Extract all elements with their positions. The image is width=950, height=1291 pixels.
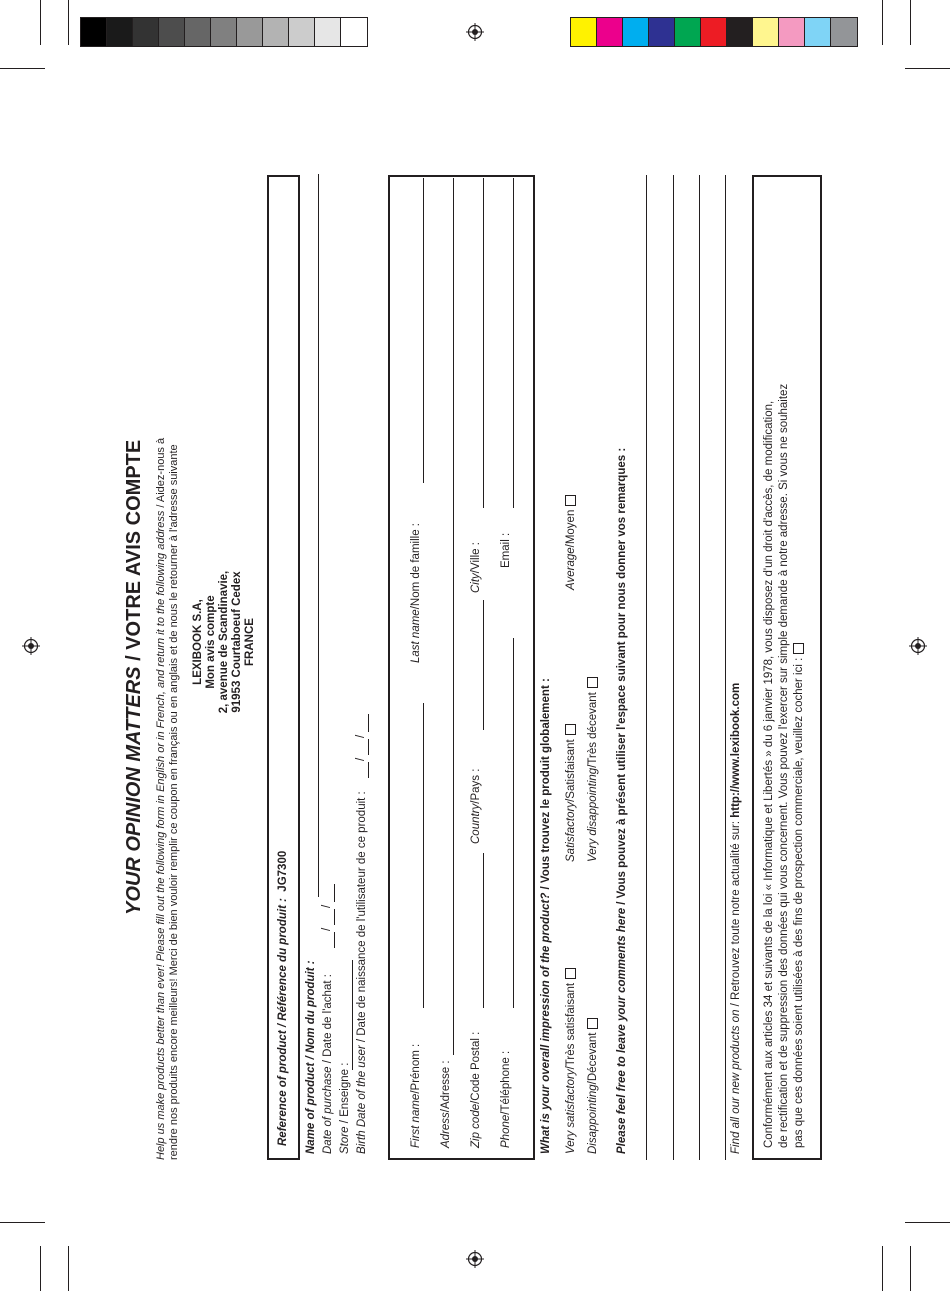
date-separator: /	[355, 757, 367, 761]
last-name-field[interactable]	[423, 178, 424, 483]
color-swatch	[597, 18, 623, 46]
registration-mark-icon	[466, 23, 484, 41]
form-title: YOUR OPINION MATTERS / VOTRE AVIS COMPTE	[123, 439, 145, 915]
last-name-label: Last name/Nom de famille :	[410, 523, 422, 663]
color-swatch	[805, 18, 831, 46]
legal-line-2: de rectification et de suppression des données qui vous concernent. Vous pouvez l'exercer sur simple demande à notre adresse. Si vous ne souhaitez	[778, 383, 790, 1148]
comment-line-3[interactable]	[699, 175, 700, 1160]
email-label: Email :	[500, 532, 512, 568]
gray-swatch	[341, 18, 367, 46]
store-field[interactable]	[352, 960, 353, 1070]
store-label: Store / Enseigne :	[339, 1062, 351, 1154]
comments-prompt: Please feel free to leave your comments here / Vous pouvez à présent utiliser l'espace suivant pour nous donner vos remarques :	[616, 447, 628, 1154]
address-country: FRANCE	[244, 618, 256, 666]
purchase-day-field[interactable]	[334, 932, 335, 948]
average-checkbox[interactable]	[565, 495, 576, 506]
option-very-satisfactory: Very satisfactory/Très satisfaisant	[565, 968, 577, 1154]
zip-code-field[interactable]	[483, 853, 484, 1008]
address-street: 2, avenue de Scandinavie,	[218, 570, 230, 714]
address-label: Adress/Adresse :	[440, 1060, 452, 1148]
impression-question: What is your overall impression of the product? / Vous trouvez le produit globalement :	[540, 678, 552, 1154]
legal-text	[762, 384, 807, 1148]
gray-swatch	[107, 18, 133, 46]
color-swatch	[701, 18, 727, 46]
comment-line-1[interactable]	[646, 175, 647, 1160]
color-swatch	[779, 18, 805, 46]
date-separator: /	[321, 927, 333, 931]
date-separator: /	[355, 734, 367, 738]
gray-swatch	[263, 18, 289, 46]
zip-code-label: Zip code/Code Postal :	[470, 1031, 482, 1148]
date-separator: /	[321, 904, 333, 908]
legal-line-3: pas que ces données soient utilisées à des fins de prospection commerciale, veuillez cocher ici :	[792, 384, 807, 1148]
comment-line-2[interactable]	[673, 175, 674, 1160]
opt-out-checkbox[interactable]	[793, 643, 804, 654]
intro-line-2: rendre nos produits encore meilleurs! Merci de bien vouloir remplir ce coupon en français ou en anglais et de nous le retourner à l'adresse suivante	[168, 444, 180, 1160]
purchase-month-field[interactable]	[334, 909, 335, 925]
very-disappointing-checkbox[interactable]	[587, 677, 598, 688]
color-swatch	[649, 18, 675, 46]
purchase-date-label: Date of purchase / Date de l'achat :	[322, 974, 334, 1154]
address-field[interactable]	[453, 178, 454, 1055]
gray-swatch	[237, 18, 263, 46]
country-field[interactable]	[483, 600, 484, 730]
legal-box	[752, 175, 822, 1160]
city-field[interactable]	[483, 178, 484, 508]
country-label: Country/Pays :	[470, 768, 482, 844]
gray-swatch	[81, 18, 107, 46]
birth-day-field[interactable]	[368, 762, 369, 778]
intro-line-1: Help us make products better than ever! Please fill out the following form in English or in French, and return it to the following address / Aidez-nous à	[155, 437, 167, 1160]
purchase-year-field[interactable]	[334, 884, 335, 902]
gray-swatch	[185, 18, 211, 46]
very-satisfactory-checkbox[interactable]	[565, 968, 576, 979]
color-swatch	[675, 18, 701, 46]
option-average: Average/Moyen	[565, 495, 577, 590]
color-swatch	[727, 18, 753, 46]
gray-swatch	[211, 18, 237, 46]
birth-year-field[interactable]	[368, 714, 369, 732]
reference-value: JG7300	[277, 850, 289, 892]
satisfactory-checkbox[interactable]	[565, 724, 576, 735]
registration-mark-icon	[22, 637, 40, 655]
color-swatch	[571, 18, 597, 46]
color-swatch	[623, 18, 649, 46]
disappointing-checkbox[interactable]	[587, 1018, 598, 1029]
opinion-form	[123, 170, 840, 1160]
address-department: Mon avis compte	[205, 595, 217, 689]
birth-date-label: Birth Date of the user / Date de naissance de l'utilisateur de ce produit :	[356, 791, 368, 1154]
gray-calibration-strip	[80, 17, 368, 47]
reference-label: Reference of product / Référence du produit : JG7300	[277, 850, 289, 1146]
website-link[interactable]: http://www.lexibook.com	[730, 682, 742, 818]
registration-mark-icon	[466, 1250, 484, 1268]
gray-swatch	[289, 18, 315, 46]
email-field[interactable]	[513, 178, 514, 508]
product-name-field[interactable]	[318, 174, 319, 897]
gray-swatch	[315, 18, 341, 46]
registration-mark-icon	[909, 637, 927, 655]
color-swatch	[753, 18, 779, 46]
address-city: 91953 Courtaboeuf Cedex	[231, 571, 243, 713]
address-company: LEXIBOOK S.A,	[192, 599, 204, 685]
phone-label: Phone/Téléphone :	[500, 1050, 512, 1148]
legal-line-1: Conformément aux articles 34 et suivants de la loi « Informatique et Libertés » du 6 janvier 1978, vous disposez d'un droit d'accès, de modification,	[763, 400, 775, 1148]
reference-box	[267, 175, 300, 1160]
website-line: Find all our new products on / Retrouvez toute notre actualité sur: http://www.lexibook.com	[730, 682, 742, 1154]
first-name-label: First name/Prénom :	[410, 1043, 422, 1148]
first-name-field[interactable]	[423, 703, 424, 1008]
option-disappointing: Disappointing/Décevant	[587, 1018, 599, 1154]
comment-line-4[interactable]	[725, 175, 726, 1160]
birth-month-field[interactable]	[368, 739, 369, 755]
gray-swatch	[133, 18, 159, 46]
color-calibration-strip	[570, 17, 858, 47]
phone-field[interactable]	[513, 638, 514, 1008]
color-swatch	[831, 18, 857, 46]
product-name-label: Name of product / Nom du produit :	[305, 960, 317, 1154]
gray-swatch	[159, 18, 185, 46]
city-label: City/Ville :	[470, 542, 482, 593]
option-very-disappointing: Very disappointing/Très décevant	[587, 677, 599, 862]
option-satisfactory: Satisfactory/Satisfaisant	[565, 724, 577, 862]
return-address	[192, 542, 257, 742]
contact-box	[388, 175, 535, 1160]
